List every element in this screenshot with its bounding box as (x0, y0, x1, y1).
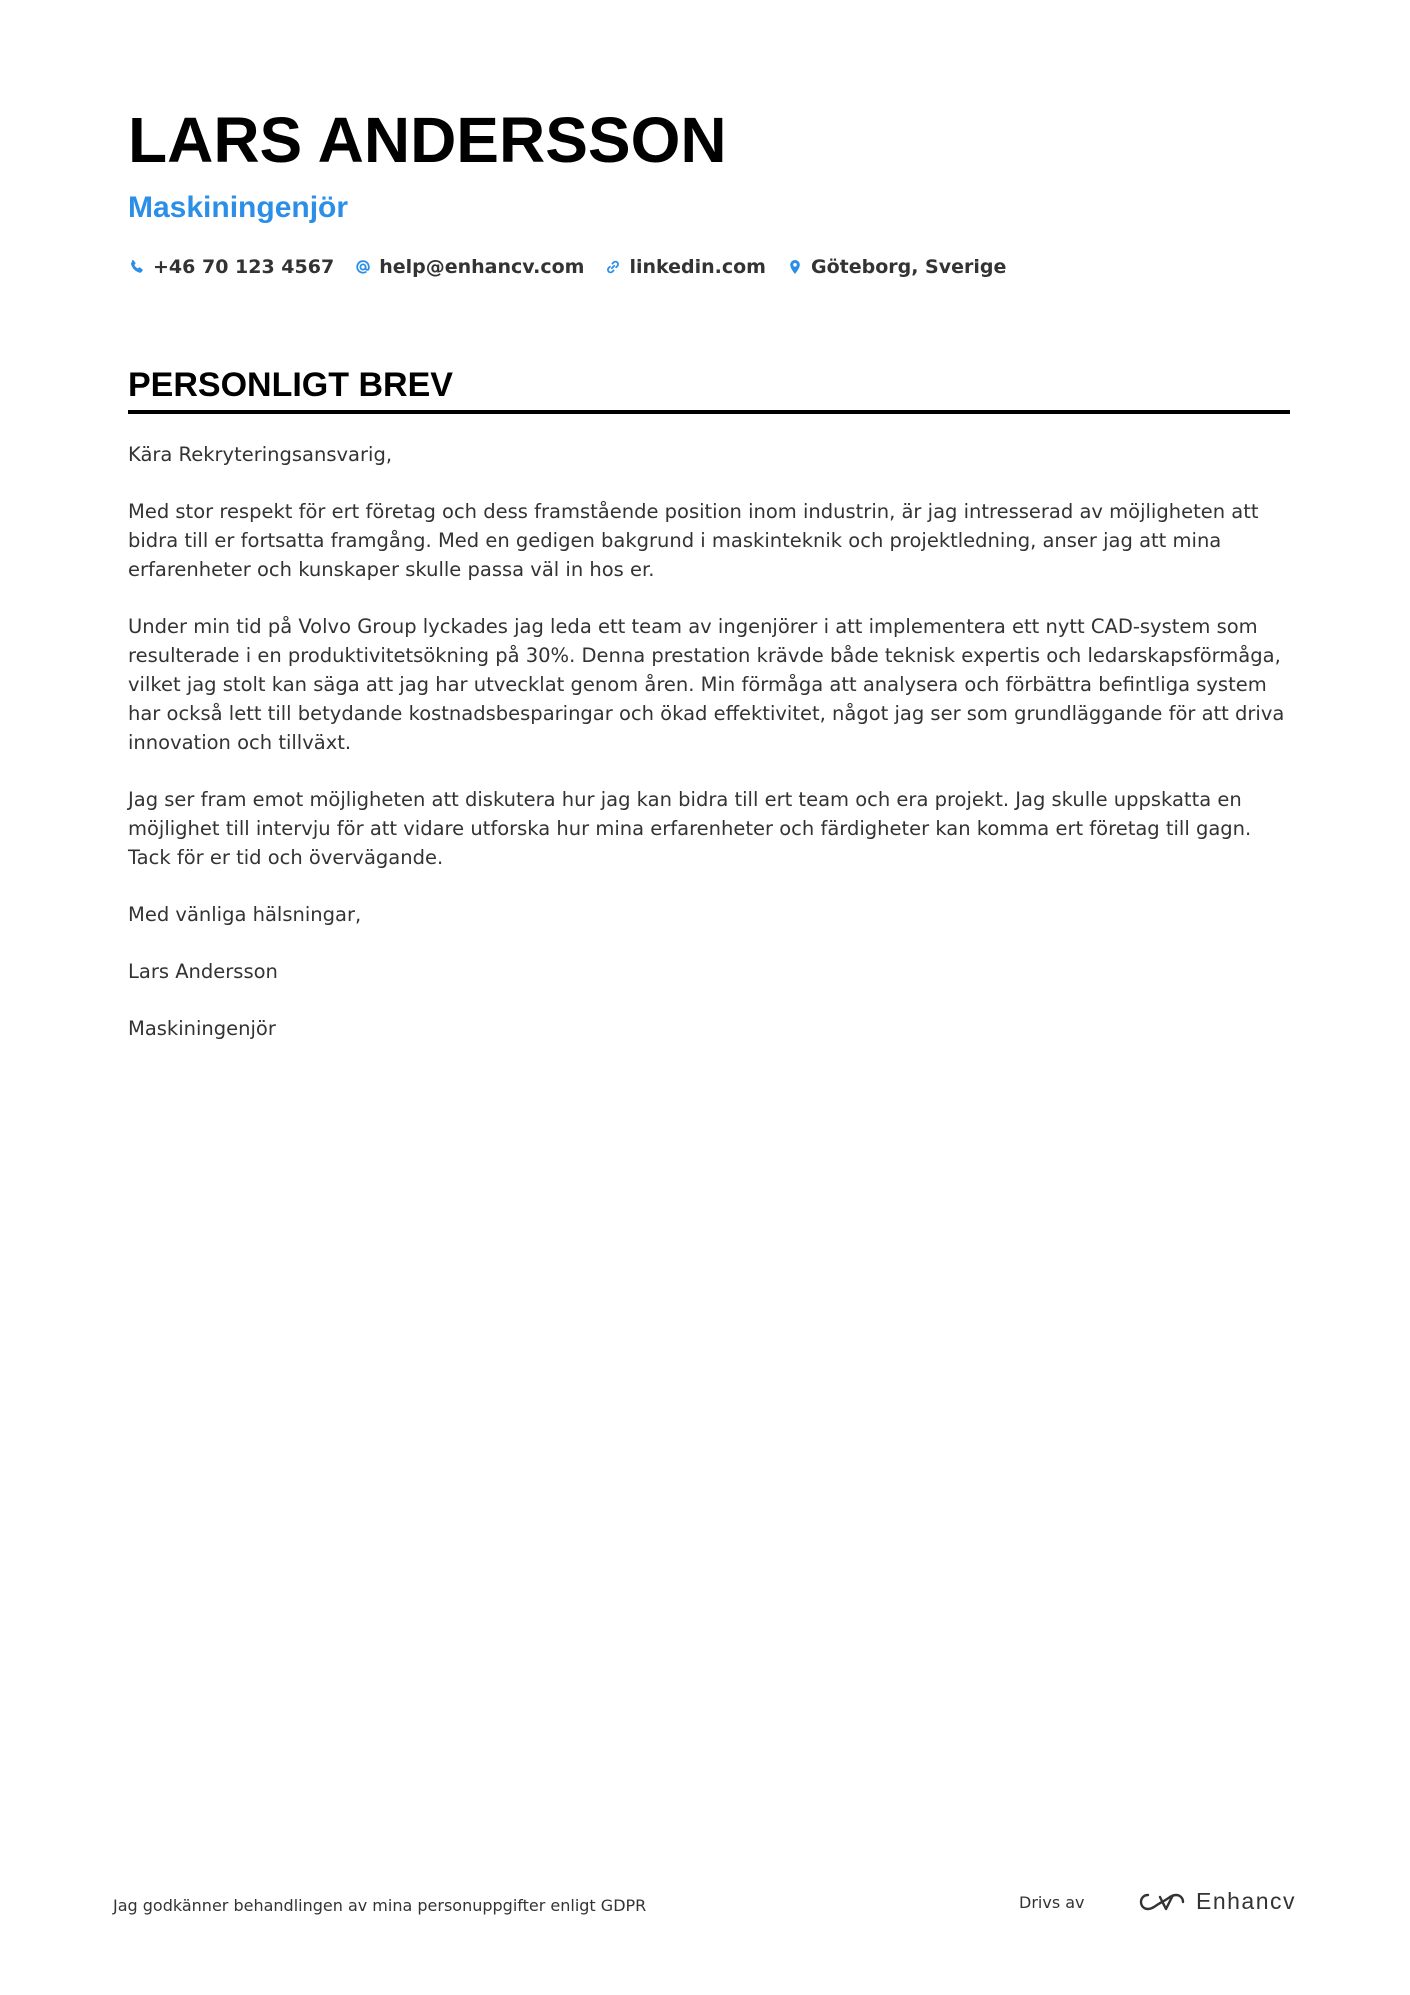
section-title: PERSONLIGT BREV (128, 366, 453, 404)
signature-name: Lars Andersson (128, 960, 278, 983)
contact-linkedin[interactable] (604, 256, 766, 278)
contact-email[interactable] (354, 256, 584, 278)
signature-title: Maskiningenjör (128, 1017, 276, 1040)
letter-closing: Med vänliga hälsningar, (128, 903, 362, 926)
letter-paragraph: Jag ser fram emot möjligheten att diskutera hur jag kan bidra till ert team och era projekt. Jag skulle uppskatta en möjlighet till intervju för att vidare utforska hur mina erfarenheter och färdigheter kan komma ert företag till gagn. Tack för er tid och övervägande. (128, 788, 1252, 869)
contact-location (786, 256, 1006, 278)
enhancv-logo-icon (1138, 1889, 1186, 1915)
powered-by-label: Drivs av (1019, 1893, 1085, 1912)
contact-bar (128, 255, 1006, 279)
contact-email-text: help@enhancv.com (379, 256, 585, 278)
contact-phone (128, 256, 334, 278)
at-icon (354, 258, 372, 276)
applicant-job-title: Maskiningenjör (128, 191, 349, 224)
letter-paragraph: Under min tid på Volvo Group lyckades jag leda ett team av ingenjörer i att implementera ett nytt CAD-system som resulterade i en produktivitetsökning på 30%. Denna prestation krävde både teknisk expertis och ledarskapsförmåga, vilket jag stolt kan säga att jag har utvecklat genom åren. Min förmåga att analysera och förbättra befintliga system har också lett till betydande kostnadsbesparingar och ökad effektivitet, något jag ser som grundläggande för att driva innovation och tillväxt. (128, 615, 1285, 754)
phone-icon (128, 258, 146, 276)
enhancv-brand-name: Enhancv (1196, 1888, 1297, 1914)
applicant-name: LARS ANDERSSON (128, 104, 727, 176)
link-icon (604, 258, 622, 276)
letter-greeting: Kära Rekryteringsansvarig, (128, 443, 393, 466)
gdpr-consent-text: Jag godkänner behandlingen av mina personuppgifter enligt GDPR (113, 1896, 647, 1915)
location-pin-icon (786, 258, 804, 276)
contact-location-text: Göteborg, Sverige (810, 256, 1007, 278)
letter-body (128, 440, 1290, 1071)
section-divider (128, 410, 1290, 414)
letter-paragraph: Med stor respekt för ert företag och dess framstående position inom industrin, är jag intresserad av möjligheten att bidra till er fortsatta framgång. Med en gedigen bakgrund i maskinteknik och projektledning, anser jag att mina erfarenheter och kunskaper skulle passa väl in hos er. (128, 500, 1259, 581)
contact-linkedin-text: linkedin.com (629, 256, 766, 278)
enhancv-brand[interactable] (1138, 1888, 1296, 1915)
contact-phone-text: +46 70 123 4567 (153, 256, 335, 278)
